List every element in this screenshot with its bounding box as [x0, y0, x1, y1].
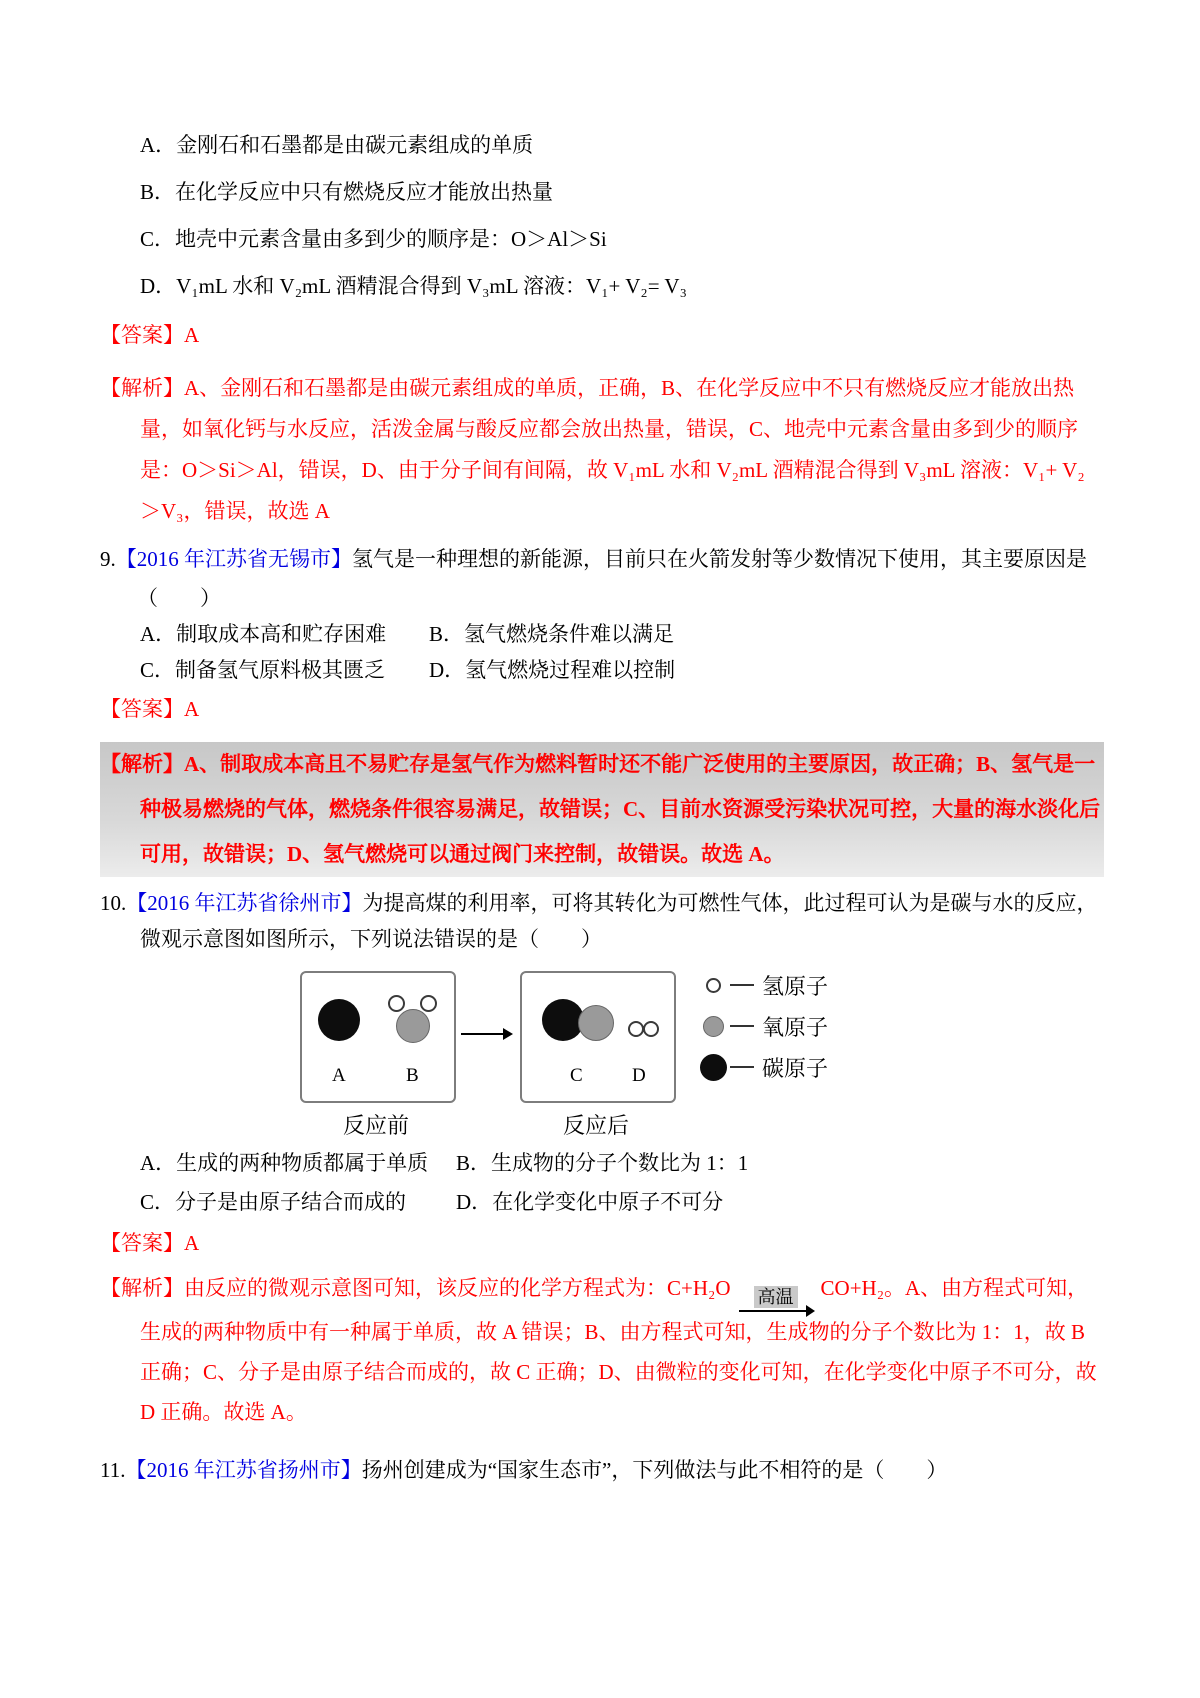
q10-analysis-before-eq: 由反应的微观示意图可知，该反应的化学方程式为：C+H₂O: [184, 1276, 731, 1300]
q10-analysis: [100, 1268, 1104, 1432]
molecule-label-a: A: [332, 1065, 346, 1086]
q10-analysis-label: 【解析】: [100, 1276, 184, 1300]
caption-after-reaction: 反应后: [562, 1113, 629, 1138]
legend-dash: [730, 1025, 754, 1027]
before-reaction-box: [300, 971, 456, 1103]
q10-stem-text: 为提高煤的利用率，可将其转化为可燃性气体，此过程可认为是碳与水的反应，微观示意图如图所示，下列说法错误的是（ ）: [140, 891, 1098, 951]
q10-answer-label: 【答案】: [100, 1231, 184, 1255]
water-hydrogen-atom: [388, 995, 405, 1012]
q8-analysis-text: A、金刚石和石墨都是由碳元素组成的单质，正确，B、在化学反应中不只有燃烧反应才能放出热量，如氧化钙与水反应，活泼金属与酸反应都会放出热量，错误，C、地壳中元素含量由多到少的顺序是：O＞Si＞Al，错误，D、由于分子间有间隔，故 V₁mL 水和 V₂mL 酒精混合得到 V₃mL 溶液：V₁+ V₂＞V₃，错误，故选 A: [140, 376, 1085, 523]
q9-analysis-label: 【解析】: [100, 752, 184, 776]
q9-analysis-text: A、制取成本高且不易贮存是氢气作为燃料暂时还不能广泛使用的主要原因，故正确；B、氢气是一种极易燃烧的气体，燃烧条件很容易满足，故错误；C、目前水资源受污染状况可控，大量的海水淡化后可用，故错误；D、氢气燃烧可以通过阀门来控制，故错误。故选 A。: [140, 752, 1101, 866]
reaction-condition-label: 高温: [754, 1286, 798, 1308]
q8-options: [100, 134, 1104, 298]
q9-option-a: A．制取成本高和贮存困难: [140, 622, 387, 646]
q9-answer-value: A: [184, 697, 200, 721]
q10-stem: [100, 885, 1104, 957]
q10-answer-line: [100, 1230, 1104, 1256]
atom-legend: [698, 971, 828, 1081]
legend-dash: [730, 1066, 754, 1068]
reaction-arrow-icon: [461, 1033, 511, 1035]
q9-number: 9.: [100, 547, 116, 571]
reaction-arrow-line: [739, 1310, 813, 1312]
q9-answer-label: 【答案】: [100, 697, 184, 721]
q9-stem: [100, 540, 1104, 618]
q8-analysis-label: 【解析】: [100, 376, 184, 400]
q9-answer-line: [100, 696, 1104, 722]
question-11-block: [100, 1452, 1104, 1488]
h2-hydrogen-atom: [628, 1021, 644, 1037]
molecule-label-d: D: [632, 1065, 646, 1086]
legend-row-carbon: [698, 1053, 828, 1081]
q8-option-a: A．金刚石和石墨都是由碳元素组成的单质: [140, 133, 534, 157]
q10-source: 【2016 年江苏省徐州市】: [126, 891, 363, 915]
q11-number: 11.: [100, 1458, 126, 1482]
legend-icon-wrap: [698, 978, 728, 993]
q10-answer-value: A: [184, 1231, 200, 1255]
q9-option-b: B．氢气燃烧条件难以满足: [429, 622, 675, 646]
legend-dash: [730, 984, 754, 986]
legend-icon-wrap: [698, 1054, 728, 1081]
legend-row-hydrogen: [698, 971, 828, 999]
q9-analysis: [100, 742, 1104, 877]
carbon-atom-icon: [700, 1054, 727, 1081]
legend-label-carbon: 碳原子: [762, 1055, 829, 1081]
q8-option-d: D．V₁mL 水和 V₂mL 酒精混合得到 V₃mL 溶液：V₁+ V₂= V₃: [140, 274, 687, 298]
q9-stem-text: 氢气是一种理想的新能源，目前只在火箭发射等少数情况下使用，其主要原因是（ ）: [137, 547, 1087, 610]
h2-hydrogen-atom: [643, 1021, 659, 1037]
caption-before-reaction: 反应前: [342, 1113, 409, 1138]
q9-option-c: C．制备氢气原料极其匮乏: [140, 658, 386, 682]
reaction-diagram: [298, 969, 998, 1143]
q10-option-a: A．生成的两种物质都属于单质: [140, 1151, 429, 1175]
q9-source: 【2016 年江苏省无锡市】: [115, 547, 352, 571]
q8-answer-value: A: [184, 323, 200, 347]
q10-option-b: B．生成物的分子个数比为 1：1: [456, 1151, 749, 1175]
q8-answer-label: 【答案】: [100, 323, 184, 347]
molecule-label-c: C: [570, 1065, 583, 1086]
q8-option-b: B．在化学反应中只有燃烧反应才能放出热量: [140, 180, 554, 204]
hydrogen-atom-icon: [706, 978, 721, 993]
question-9-block: [100, 540, 1104, 877]
after-reaction-box: [520, 971, 676, 1103]
q11-stem-text: 扬州创建成为“国家生态市”，下列做法与此不相符的是（ ）: [361, 1458, 948, 1482]
legend-label-hydrogen: 氢原子: [762, 973, 829, 999]
co-oxygen-atom: [578, 1005, 614, 1041]
q10-analysis-after-eq: CO+H₂。A、由方程式可知，: [820, 1276, 1089, 1300]
question-8-block: [100, 134, 1104, 532]
q10-option-c: C．分子是由原子结合而成的: [140, 1190, 407, 1214]
molecule-label-b: B: [406, 1065, 419, 1086]
q8-answer-line: [100, 322, 1104, 348]
carbon-atom: [318, 999, 360, 1041]
q10-analysis-body: 生成的两种物质中有一种属于单质，故 A 错误；B、由方程式可知，生成物的分子个数比为 1：1，故 B 正确；C、分子是由原子结合而成的，故 C 正确；D、由微粒的变化可知，在化学变化中原子不可分，故 D 正确。故选 A。: [140, 1320, 1097, 1424]
q10-option-d: D．在化学变化中原子不可分: [456, 1190, 724, 1214]
legend-label-oxygen: 氧原子: [762, 1014, 829, 1040]
water-oxygen-atom: [396, 1009, 430, 1043]
q8-option-c: C．地壳中元素含量由多到少的顺序是：O＞Al＞Si: [140, 227, 607, 251]
legend-row-oxygen: [698, 1012, 828, 1040]
q11-source: 【2016 年江苏省扬州市】: [125, 1458, 362, 1482]
water-hydrogen-atom: [420, 995, 437, 1012]
q8-analysis: [100, 368, 1104, 532]
oxygen-atom-icon: [703, 1016, 724, 1037]
q10-options: [140, 1151, 1104, 1214]
q10-number: 10.: [100, 891, 127, 915]
q11-stem: [100, 1452, 1104, 1488]
legend-icon-wrap: [698, 1016, 728, 1037]
reaction-condition-arrow: [739, 1286, 813, 1312]
q9-option-d: D．氢气燃烧过程难以控制: [429, 658, 676, 682]
q9-options: [140, 622, 1104, 682]
question-10-block: [100, 885, 1104, 1432]
